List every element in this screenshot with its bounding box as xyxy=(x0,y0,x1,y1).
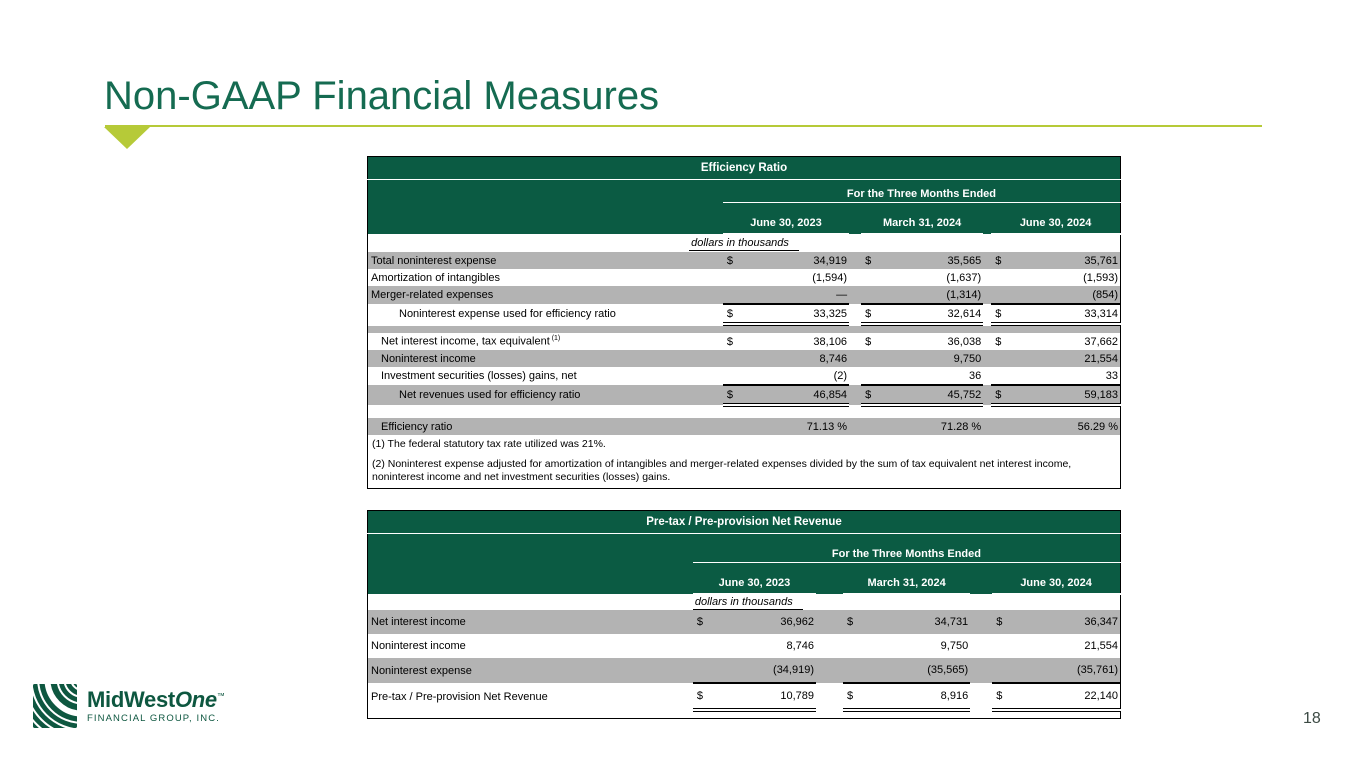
dollar-sign: $ xyxy=(861,252,891,269)
logo-subtitle: FINANCIAL GROUP, INC. xyxy=(87,712,220,724)
row-label: Pre-tax / Pre-provision Net Revenue xyxy=(371,690,548,703)
column-header: June 30, 2024 xyxy=(992,563,1120,595)
dollar-sign xyxy=(991,367,1021,385)
dollar-sign: $ xyxy=(992,610,1022,634)
cell-value: (35,565) xyxy=(873,658,970,683)
dollar-sign: $ xyxy=(995,335,1002,348)
table-row xyxy=(368,418,1121,435)
units-note: dollars in thousands xyxy=(693,596,803,610)
dollar-sign xyxy=(723,286,753,304)
dollar-sign: $ xyxy=(693,683,723,710)
row-label: Noninterest income xyxy=(368,350,723,367)
cell-value: 71.13 % xyxy=(753,418,849,435)
period-header: For the Three Months Ended xyxy=(693,534,1121,563)
column-header: June 30, 2024 xyxy=(991,203,1120,235)
units-spacer-cell xyxy=(368,594,693,610)
cell-value: (1,314) xyxy=(891,286,983,304)
footnote-1: (1) The federal statutory tax rate utilized was 21%. xyxy=(368,435,1121,455)
cell-value: (2) xyxy=(753,367,849,385)
dollar-sign xyxy=(693,658,723,683)
dollar-sign xyxy=(991,286,1021,304)
date-header-row xyxy=(368,203,1121,235)
cell-value: 56.29 % xyxy=(1021,418,1120,435)
blank-header-cell xyxy=(368,180,723,203)
row-label: Efficiency ratio xyxy=(368,418,723,435)
cell-value: 36,038 xyxy=(947,335,982,348)
table-title-row xyxy=(368,157,1121,180)
column-gap xyxy=(970,683,992,710)
table-row xyxy=(368,252,1121,269)
dollar-sign: $ xyxy=(865,335,872,348)
dollar-sign xyxy=(693,634,723,658)
table-row xyxy=(368,304,1121,324)
table-bottom-pad-row xyxy=(368,710,1121,719)
cell-value: 9,750 xyxy=(891,350,983,367)
efficiency-ratio-table xyxy=(367,156,1121,489)
cell-value: 33,325 xyxy=(753,304,849,324)
table-row xyxy=(368,286,1121,304)
dollar-sign xyxy=(723,350,753,367)
cell-value: (1,637) xyxy=(946,271,982,284)
blank-header-cell xyxy=(368,534,693,563)
period-header-row xyxy=(368,534,1121,563)
units-note-cell xyxy=(693,594,1121,610)
column-gap xyxy=(983,333,991,350)
column-gap xyxy=(849,304,861,324)
table-bottom-pad xyxy=(368,710,1121,719)
dollar-sign: $ xyxy=(861,385,891,405)
table-row xyxy=(368,658,1121,683)
row-label: Total noninterest expense xyxy=(368,252,723,269)
page-number: 18 xyxy=(1303,710,1321,727)
cell-value: 36 xyxy=(891,367,983,385)
column-gap xyxy=(849,252,861,269)
units-note: dollars in thousands xyxy=(689,237,799,251)
dollar-sign: $ xyxy=(861,304,891,324)
table-title-row xyxy=(368,511,1121,534)
spacer-cell xyxy=(368,324,1121,333)
column-gap xyxy=(970,634,992,658)
row-label: Net interest income xyxy=(368,610,693,634)
row-label: Investment securities (losses) gains, net xyxy=(381,370,577,382)
dollar-sign xyxy=(843,658,873,683)
column-gap xyxy=(849,350,861,367)
dollar-sign xyxy=(861,418,891,435)
dollar-sign: $ xyxy=(991,304,1021,324)
cell-value: 21,554 xyxy=(1021,350,1120,367)
dollar-sign xyxy=(991,269,1021,286)
row-label: Net interest income, tax equivalent $^{(1)}$ xyxy=(381,335,561,348)
cell-value: 8,916 xyxy=(873,683,970,710)
table-title: Pre-tax / Pre-provision Net Revenue xyxy=(368,511,1121,534)
column-gap xyxy=(983,286,991,304)
footnote-2: (2) Noninterest expense adjusted for amortization of intangibles and merger-related expenses divided by the sum of tax equivalent net interest income, noninterest income and net investment securities (losses) gains. xyxy=(368,455,1121,489)
accent-line xyxy=(105,125,1262,127)
dollar-sign: $ xyxy=(693,610,723,634)
footnote-row xyxy=(368,435,1121,455)
dollar-sign: $ xyxy=(723,385,753,405)
table-row xyxy=(368,634,1121,658)
period-header: For the Three Months Ended xyxy=(723,180,1121,203)
spacer-cell xyxy=(368,405,1121,418)
row-label: Noninterest expense xyxy=(368,658,693,683)
spacer-row xyxy=(368,405,1121,418)
dollar-sign: $ xyxy=(723,252,753,269)
logo-text xyxy=(87,686,225,724)
column-header: March 31, 2024 xyxy=(861,203,983,235)
row-label: Noninterest income xyxy=(371,640,466,652)
column-gap xyxy=(983,304,991,324)
table-title: Efficiency Ratio xyxy=(368,157,1121,180)
row-label: Net revenues used for efficiency ratio xyxy=(368,385,723,405)
column-gap xyxy=(816,634,843,658)
units-note-row xyxy=(368,234,1121,252)
column-gap xyxy=(849,385,861,405)
dollar-sign xyxy=(861,350,891,367)
cell-value: 33,314 xyxy=(1021,304,1120,324)
cell-value: 10,789 xyxy=(723,683,816,710)
dollar-sign: $ xyxy=(723,304,753,324)
dollar-sign xyxy=(992,658,1022,683)
cell-value: 38,106 xyxy=(813,335,848,348)
column-gap xyxy=(970,610,992,634)
column-gap xyxy=(849,286,861,304)
blank-header-cell xyxy=(368,203,723,235)
table-row xyxy=(368,683,1121,710)
column-gap xyxy=(849,269,861,286)
column-header: June 30, 2023 xyxy=(693,563,816,595)
cell-value: 8,746 xyxy=(753,350,849,367)
dollar-sign: $ xyxy=(726,335,734,348)
dollar-sign: $ xyxy=(843,683,873,710)
cell-value: 21,554 xyxy=(1084,640,1118,652)
dollar-sign xyxy=(861,269,891,286)
cell-value: 35,761 xyxy=(1021,252,1120,269)
table-row xyxy=(368,350,1121,367)
dollar-sign xyxy=(723,269,753,286)
row-label: Amortization of intangibles xyxy=(371,271,501,284)
blank-header-cell xyxy=(368,563,693,595)
column-gap xyxy=(816,563,843,595)
row-label: Merger-related expenses xyxy=(368,286,723,304)
table-row xyxy=(368,367,1121,385)
column-gap xyxy=(816,683,843,710)
column-header: March 31, 2024 xyxy=(843,563,970,595)
dollar-sign: $ xyxy=(992,683,1022,710)
column-gap xyxy=(849,418,861,435)
column-gap xyxy=(983,203,991,235)
cell-value: (35,761) xyxy=(1022,658,1120,683)
column-gap xyxy=(983,385,991,405)
cell-value: 59,183 xyxy=(1021,385,1120,405)
units-note-cell xyxy=(368,234,1121,252)
cell-value: 33 xyxy=(1021,367,1120,385)
page-title: Non-GAAP Financial Measures xyxy=(104,74,660,118)
column-gap xyxy=(849,203,861,235)
company-logo xyxy=(33,684,225,728)
cell-value: (34,919) xyxy=(723,658,816,683)
dollar-sign xyxy=(991,350,1021,367)
pretax-preprovision-table xyxy=(367,510,1121,719)
column-gap xyxy=(983,252,991,269)
dollar-sign: $ xyxy=(991,252,1021,269)
cell-value: 35,565 xyxy=(891,252,983,269)
table-row xyxy=(368,333,1121,350)
table-row xyxy=(368,385,1121,405)
date-header-row xyxy=(368,563,1121,595)
cell-value: 37,662 xyxy=(1084,335,1118,348)
table-row xyxy=(368,610,1121,634)
cell-value: (1,593) xyxy=(1083,271,1118,284)
cell-value: 9,750 xyxy=(940,640,969,652)
dollar-sign xyxy=(723,367,753,385)
column-gap xyxy=(816,610,843,634)
logo-brand-name: MidWestOne™ xyxy=(87,686,225,712)
cell-value: 36,347 xyxy=(1022,610,1120,634)
column-header: June 30, 2023 xyxy=(723,203,849,235)
spacer-row xyxy=(368,324,1121,333)
column-gap xyxy=(849,333,861,350)
column-gap xyxy=(816,658,843,683)
cell-value: (1,594) xyxy=(812,271,848,284)
cell-value: 45,752 xyxy=(891,385,983,405)
column-gap xyxy=(970,563,992,595)
column-gap xyxy=(970,658,992,683)
dollar-sign xyxy=(991,418,1021,435)
cell-value: (854) xyxy=(1021,286,1120,304)
cell-value: 71.28 % xyxy=(891,418,983,435)
cell-value: 34,731 xyxy=(873,610,970,634)
field-arcs-icon xyxy=(33,684,77,728)
cell-value: 34,919 xyxy=(753,252,849,269)
cell-value: 8,746 xyxy=(786,640,815,652)
dollar-sign xyxy=(861,286,891,304)
accent-triangle-icon xyxy=(104,127,150,149)
footnote-row xyxy=(368,455,1121,489)
row-label: Noninterest expense used for efficiency ratio xyxy=(399,308,616,320)
cell-value: 22,140 xyxy=(1022,683,1120,710)
dollar-sign: $ xyxy=(843,610,873,634)
column-gap xyxy=(983,350,991,367)
dollar-sign xyxy=(861,367,891,385)
cell-value: — xyxy=(753,286,849,304)
cell-value: 36,962 xyxy=(723,610,816,634)
column-gap xyxy=(983,418,991,435)
dollar-sign xyxy=(992,634,1022,658)
column-gap xyxy=(983,367,991,385)
dollar-sign: $ xyxy=(991,385,1021,405)
table-row xyxy=(368,269,1121,286)
column-gap xyxy=(983,269,991,286)
column-gap xyxy=(849,367,861,385)
cell-value: 46,854 xyxy=(753,385,849,405)
cell-value: 32,614 xyxy=(891,304,983,324)
units-note-row xyxy=(368,594,1121,610)
dollar-sign xyxy=(723,418,753,435)
period-header-row xyxy=(368,180,1121,203)
dollar-sign xyxy=(843,634,873,658)
